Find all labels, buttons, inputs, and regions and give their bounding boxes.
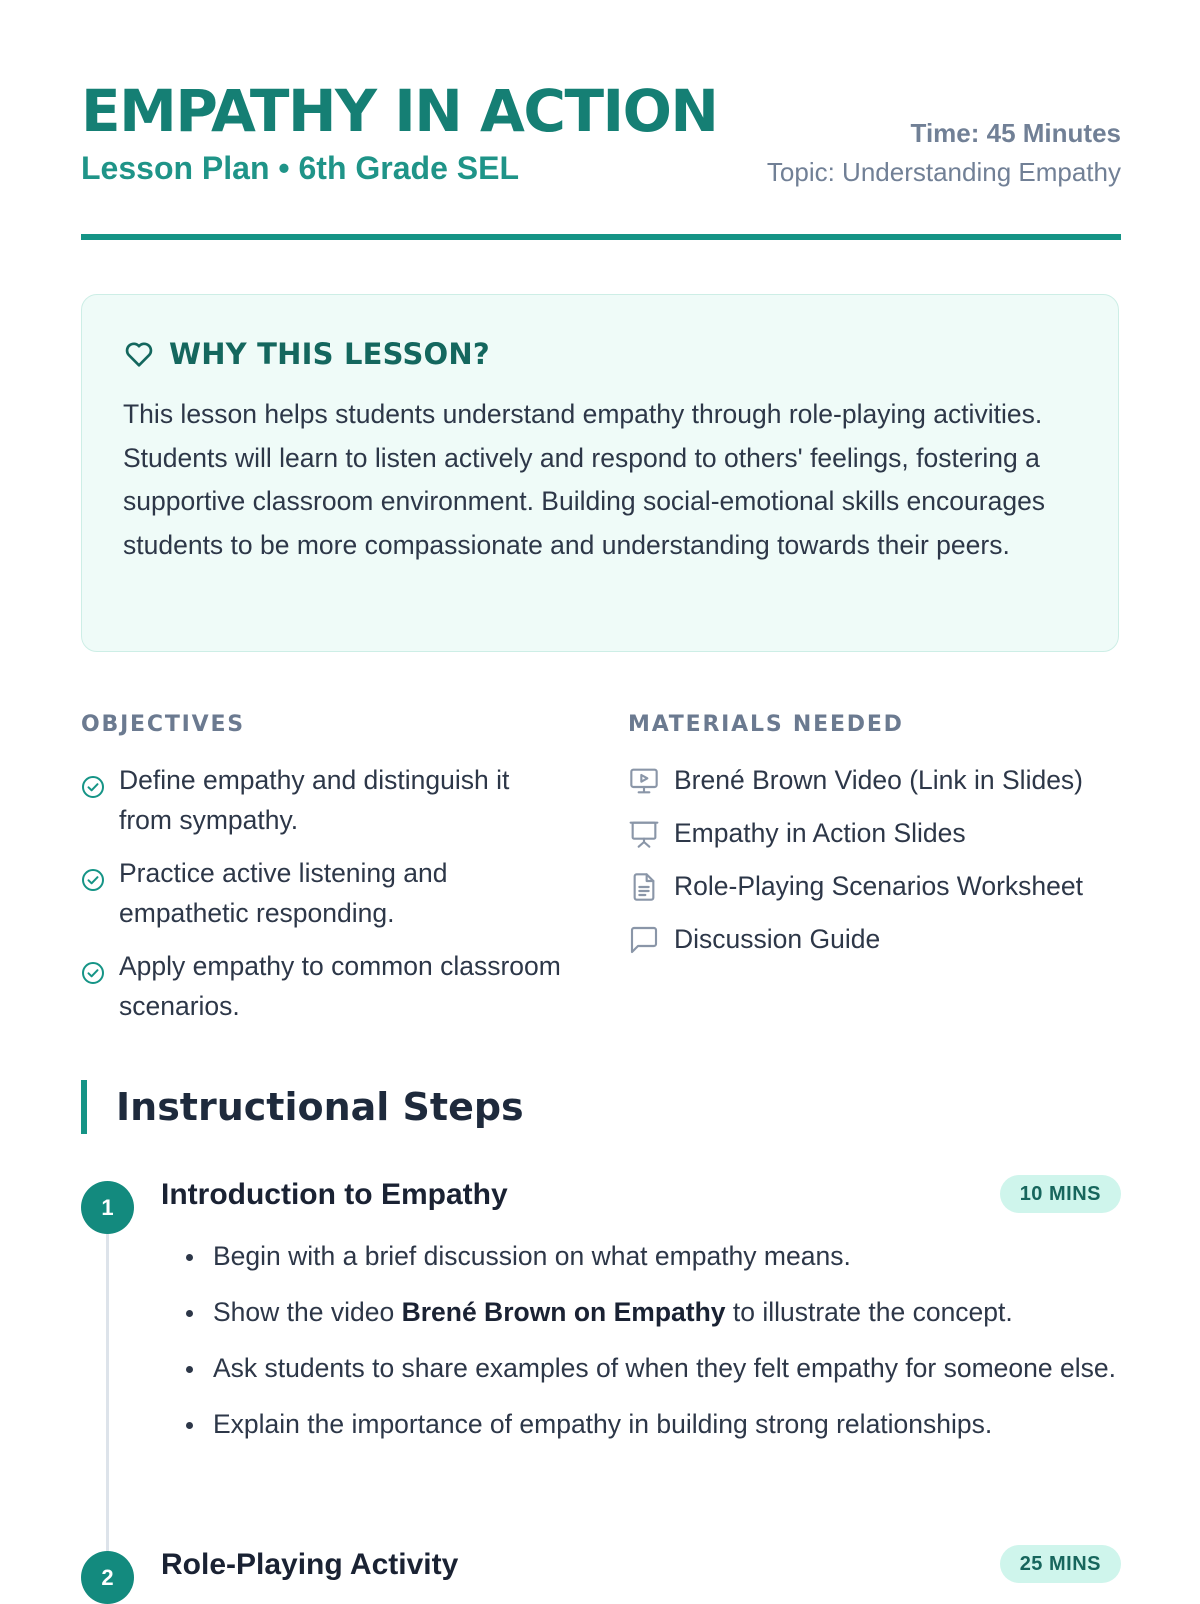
steps-heading — [81, 1080, 524, 1134]
material-item — [628, 919, 1128, 959]
step-bullet: Ask students to share examples of when they felt empathy for someone else. — [186, 1347, 1121, 1390]
why-description: This lesson helps students understand empathy through role-playing activities. Students will learn to listen actively and respond to others' feelings, fostering a supportive classroom environment. Building social-emotional skills encourages students to be more compassionate and understanding towards their peers. — [123, 399, 1046, 560]
objectives-list — [81, 760, 561, 1039]
header-divider — [81, 234, 1121, 240]
step-number-badge: 2 — [81, 1551, 134, 1604]
material-label: Empathy in Action Slides — [674, 818, 966, 848]
objective-item — [81, 853, 561, 933]
objectives-heading: OBJECTIVES — [81, 712, 245, 737]
video-title: Brené Brown on Empathy — [401, 1297, 726, 1327]
step-number-badge: 1 — [81, 1181, 134, 1234]
lesson-subtitle: Lesson Plan • 6th Grade SEL — [81, 150, 519, 186]
material-label: Brené Brown Video (Link in Slides) — [674, 765, 1084, 795]
step-title: Introduction to Empathy — [161, 1178, 508, 1211]
duration-badge: 10 MINS — [1000, 1175, 1121, 1213]
material-item — [628, 760, 1128, 800]
check-circle-icon — [81, 863, 105, 887]
lesson-title: EMPATHY IN ACTION — [81, 77, 718, 145]
steps-heading-text: Instructional Steps — [116, 1085, 524, 1129]
material-label: Role-Playing Scenarios Worksheet — [674, 871, 1083, 901]
objective-text: Apply empathy to common classroom scenarios. — [119, 951, 561, 1021]
document-icon — [628, 871, 660, 903]
presentation-icon — [628, 818, 660, 850]
step-bullet: Explain the importance of empathy in building strong relationships. — [186, 1403, 1121, 1446]
material-label: Discussion Guide — [674, 924, 881, 954]
check-circle-icon — [81, 956, 105, 980]
lesson-time: Time: 45 Minutes — [910, 118, 1121, 148]
chat-bubble-icon — [628, 924, 660, 956]
step-title: Role-Playing Activity — [161, 1548, 459, 1581]
objective-text: Define empathy and distinguish it from sympathy. — [119, 765, 510, 835]
objective-text: Practice active listening and empathetic responding. — [119, 858, 448, 928]
step-bullet: Begin with a brief discussion on what empathy means. — [186, 1235, 1121, 1278]
lesson-topic: Topic: Understanding Empathy — [766, 157, 1121, 187]
why-this-lesson-box — [81, 294, 1119, 652]
duration-badge: 25 MINS — [1000, 1545, 1121, 1583]
why-title: WHY THIS LESSON? — [169, 337, 490, 371]
video-icon — [628, 765, 660, 797]
objective-item — [81, 760, 561, 840]
material-item — [628, 813, 1128, 853]
lesson-plan-page — [81, 0, 1121, 1600]
timeline-line — [106, 1215, 109, 1555]
step-bullets — [186, 1235, 1121, 1459]
why-heading — [123, 337, 490, 371]
step-bullet: Show the video Brené Brown on Empathy to illustrate the concept. — [186, 1291, 1121, 1334]
check-circle-icon — [81, 770, 105, 794]
materials-list — [628, 760, 1128, 972]
material-item — [628, 866, 1128, 906]
materials-heading: MATERIALS NEEDED — [628, 712, 904, 737]
heart-icon — [123, 338, 155, 370]
objective-item — [81, 946, 561, 1026]
